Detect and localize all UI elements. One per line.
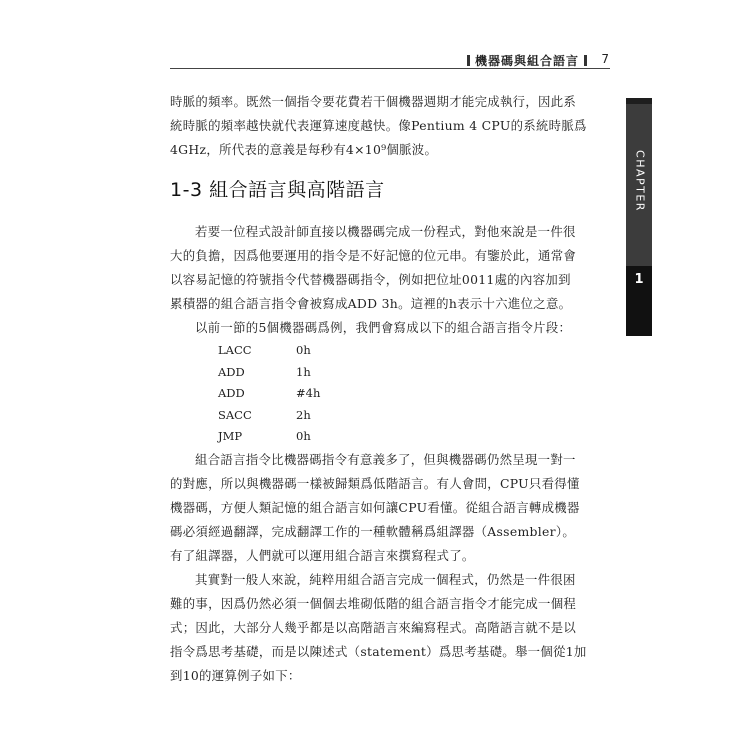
code-line [218,426,610,448]
chapter-number-box [626,266,652,336]
paragraph-4 [170,568,610,688]
paragraph-line: 大的負擔，因爲他要運用的指令是不好記憶的位元串。有鑒於此，通常會 [170,248,577,263]
chapter-label: CHAPTER [633,150,647,212]
code-opcode: ADD [218,364,245,379]
paragraph-line: 有了組譯器，人們就可以運用組合語言來撰寫程式了。 [170,547,475,563]
chapter-tab [626,98,652,336]
code-line [218,362,610,384]
chapter-number: 1 [634,272,644,287]
paragraph-line: 難的事，因爲仍然必須一個個去堆砌低階的組合語言指令才能完成一個程 [170,595,577,611]
paragraph-line: 機器碼，方便人類記憶的組合語言如何讓CPU看懂。從組合語言轉成機器 [170,499,580,515]
page-number: 7 [601,52,609,66]
body-content [170,90,610,688]
paragraph-line: 到10的運算例子如下： [170,667,301,683]
code-operand: 2h [296,407,311,422]
header-bar-left [467,55,470,66]
paragraph-line: 其實對一般人來說，純粹用組合語言完成一個程式，仍然是一件很困 [195,571,576,587]
code-operand: 0h [296,429,311,443]
paragraph-line: 累積器的組合語言指令會被寫成ADD 3h。這裡的h表示十六進位之意。 [170,296,572,311]
paragraph-3 [170,448,610,568]
running-header-title [462,52,592,69]
paragraph-line: 式；因此，大部分人幾乎都是以高階語言來編寫程式。高階語言就不是以 [170,619,577,635]
code-operand: 1h [296,364,311,379]
code-line [218,340,610,362]
code-line [218,383,610,405]
paragraph-2 [170,316,610,340]
paragraph-line: 以容易記憶的符號指令代替機器碼指令，例如把位址0011處的內容加到 [170,272,571,287]
code-operand: 0h [296,343,311,357]
header-title-text: 機器碼與組合語言 [474,54,579,68]
paragraph-line: 若要一位程式設計師直接以機器碼完成一份程式，對他來說是一件很 [195,224,576,239]
header-rule [170,68,610,69]
paragraph-1 [170,220,610,316]
code-opcode: SACC [218,407,252,422]
paragraph-line: 指令爲思考基礎，而是以陳述式（statement）爲思考基礎。舉一個從1加 [170,643,587,659]
section-heading: 1-3 組合語言與高階語言 [170,179,385,201]
assembly-code-block [218,340,610,448]
intro-line: 時脈的頻率。既然一個指令要花費若干個機器週期才能完成執行，因此系 [170,94,577,109]
paragraph-line: 以前一節的5個機器碼爲例，我們會寫成以下的組合語言指令片段： [195,320,572,335]
code-line [218,405,610,427]
code-opcode: LACC [218,343,252,357]
paragraph-line: 的對應，所以與機器碼一樣被歸類爲低階語言。有人會問，CPU只看得懂 [170,475,580,491]
code-opcode: JMP [218,429,243,443]
chapter-tab-top-bar [626,98,652,104]
intro-line: 統時脈的頻率越快就代表運算速度越快。像Pentium 4 CPU的系統時脈爲 [170,118,587,133]
paragraph-line: 碼必須經過翻譯，完成翻譯工作的一種軟體稱爲組譯器（Assembler）。 [170,523,576,539]
paragraph-line: 組合語言指令比機器碼指令有意義多了，但與機器碼仍然呈現一對一 [195,451,576,467]
code-opcode: ADD [218,386,245,400]
intro-line: 4GHz，所代表的意義是每秒有4×10⁹個脈波。 [170,142,438,157]
intro-paragraph [170,90,610,162]
running-header [0,52,750,72]
code-operand: #4h [296,386,321,400]
header-bar-right [584,55,587,66]
